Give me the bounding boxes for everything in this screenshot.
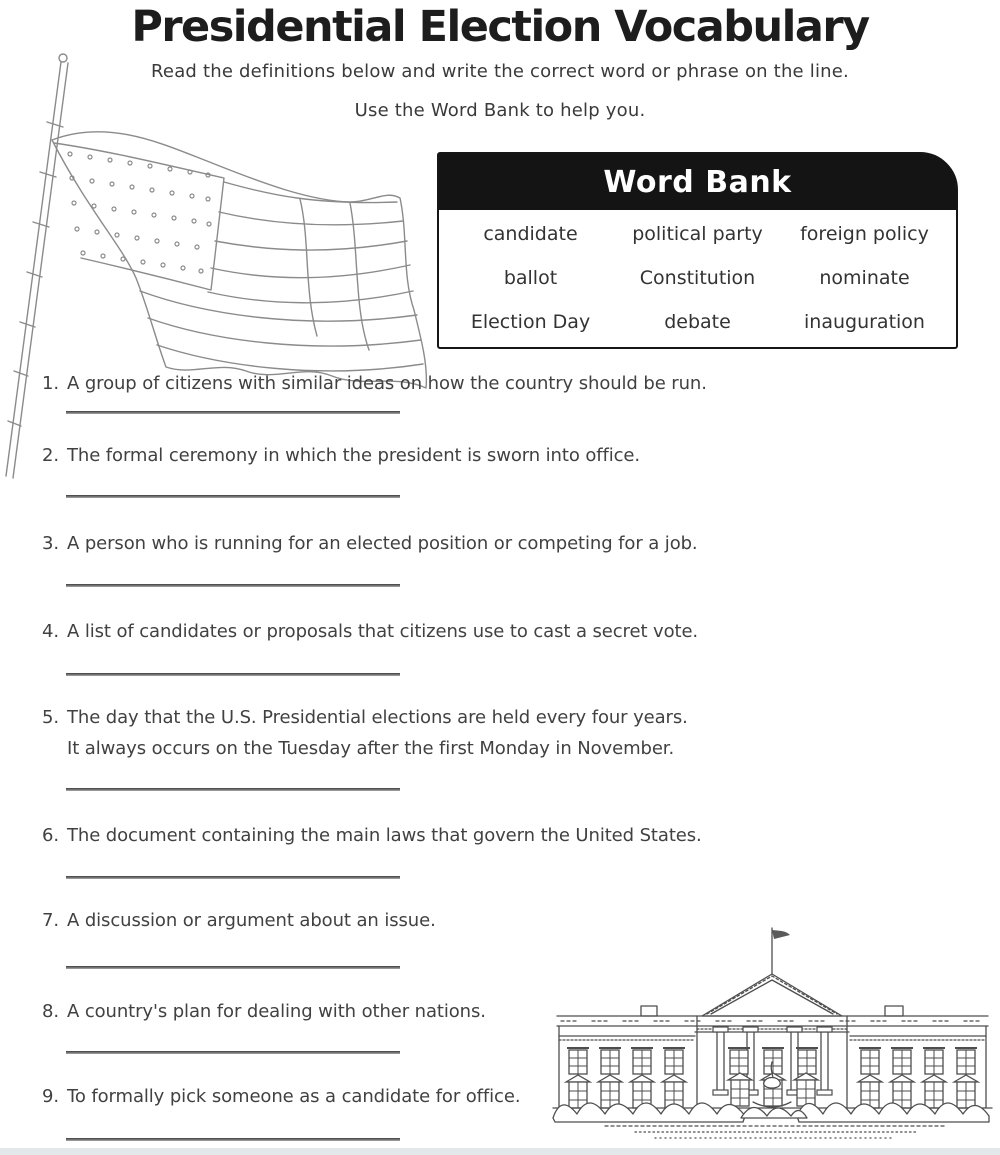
word-bank-word: Election Day — [470, 311, 591, 333]
answer-line — [66, 673, 400, 676]
question-text-line-2: It always occurs on the Tuesday after the first Monday in November. — [67, 738, 675, 759]
question-text: A country's plan for dealing with other nations. — [67, 1001, 486, 1022]
word-bank-header — [439, 154, 956, 210]
word-bank-word: inauguration — [804, 311, 925, 333]
question-number: 3. — [42, 533, 59, 554]
question-text — [67, 702, 787, 764]
page-bottom-strip — [0, 1148, 1000, 1155]
word-bank-grid — [439, 210, 956, 346]
white-house-flag-icon — [772, 928, 790, 974]
instructions-line-1: Read the definitions below and write the correct word or phrase on the line. — [151, 61, 849, 82]
answer-line — [66, 411, 400, 414]
word-bank-word: foreign policy — [800, 223, 929, 245]
answer-line — [66, 876, 400, 879]
question-item-5 — [42, 702, 787, 764]
white-house-illustration — [545, 922, 1000, 1150]
question-text: To formally pick someone as a candidate for office. — [67, 1086, 521, 1107]
white-house-left-wing — [559, 1026, 695, 1108]
question-text: A discussion or argument about an issue. — [67, 910, 436, 931]
question-item-6 — [42, 820, 787, 851]
page-title: Presidential Election Vocabulary — [131, 2, 869, 52]
question-number: 7. — [42, 910, 59, 931]
answer-line — [66, 1138, 400, 1141]
question-item-3 — [42, 528, 787, 559]
white-house-pediment — [702, 974, 842, 1016]
question-number: 6. — [42, 825, 59, 846]
question-number: 8. — [42, 1001, 59, 1022]
instructions-line-2: Use the Word Bank to help you. — [354, 100, 646, 121]
question-text: The formal ceremony in which the president is sworn into office. — [67, 445, 641, 466]
flag-stars — [68, 152, 211, 273]
answer-line — [66, 584, 400, 587]
question-text: A list of candidates or proposals that citizens use to cast a secret vote. — [67, 621, 699, 642]
flag-pole-icon — [6, 54, 68, 478]
word-bank-word: candidate — [483, 223, 578, 245]
word-bank-word: ballot — [503, 267, 558, 289]
word-bank-word: debate — [664, 311, 731, 333]
flag-cloth — [52, 132, 426, 388]
question-text: A person who is running for an elected position or competing for a job. — [67, 533, 698, 554]
answer-line — [66, 788, 400, 791]
question-number: 1. — [42, 373, 59, 394]
question-number: 9. — [42, 1086, 59, 1107]
word-bank-word: nominate — [819, 267, 910, 289]
question-item-4 — [42, 616, 787, 647]
question-text: A group of citizens with similar ideas on how the country should be run. — [67, 373, 707, 394]
word-bank-word: Constitution — [639, 267, 756, 289]
answer-line — [66, 966, 400, 969]
word-bank-word: political party — [632, 223, 763, 245]
word-bank-title: Word Bank — [603, 164, 792, 200]
question-item-2 — [42, 440, 787, 471]
question-number: 2. — [42, 445, 59, 466]
question-text-line-1: The day that the U.S. Presidential elections are held every four years. — [67, 707, 688, 728]
question-item-1 — [42, 368, 787, 399]
answer-line — [66, 495, 400, 498]
question-number: 5. — [42, 707, 59, 728]
answer-line — [66, 1051, 400, 1054]
us-flag-illustration — [0, 50, 440, 485]
word-bank — [437, 152, 958, 349]
question-text: The document containing the main laws that govern the United States. — [67, 825, 702, 846]
white-house-right-wing — [850, 1026, 986, 1108]
question-number: 4. — [42, 621, 59, 642]
